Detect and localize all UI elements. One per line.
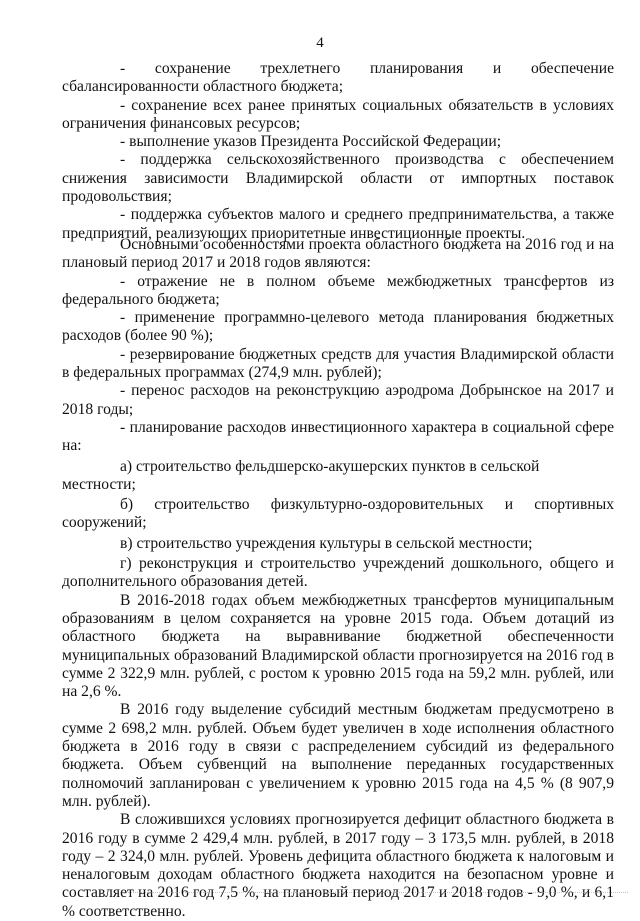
features-section	[62, 236, 614, 921]
feature-item: - резервирование бюджетных средств для участия Владимирской области в федеральных программах (274,9 млн. рублей);	[62, 345, 614, 382]
goals-list	[62, 60, 614, 243]
goal-item: - выполнение указов Президента Российской Федерации;	[120, 133, 502, 151]
body-paragraph: В 2016-2018 годах объем межбюджетных трансфертов муниципальным образованиям в целом сохраняется на уровне 2015 года. Объем дотаций из областного бюджета на выравнивание бюджетной обеспеченности муниципальных образований Владимирской области прогнозируется на 2016 год в сумме 2 322,9 млн. рублей, с ростом к уровню 2015 года на 59,2 млн. рублей, или на 2,6 %.	[62, 591, 614, 701]
goal-item: - сохранение трехлетнего планирования и обеспечение сбалансированности областного бюджета;	[62, 60, 614, 96]
feature-item: - перенос расходов на реконструкцию аэродрома Добрынское на 2017 и 2018 годы;	[62, 382, 614, 418]
features-intro: Основными особенностями проекта областного бюджета на 2016 год и на плановый период 2017 и 2018 годов являются:	[62, 236, 614, 272]
feature-subitem: б) строительство физкультурно-оздоровительных и спортивных сооружений;	[62, 496, 614, 532]
goal-item: - сохранение всех ранее принятых социальных обязательств в условиях ограничения финансовых ресурсов;	[62, 96, 614, 132]
page-number: 4	[316, 35, 324, 51]
feature-item: - применение программно-целевого метода планирования бюджетных расходов (более 90 %);	[62, 309, 614, 345]
body-paragraph: В 2016 году выделение субсидий местным бюджетам предусмотрено в сумме 2 698,2 млн. рублей. Объем будет увеличен в ходе исполнения областного бюджета в 2016 году в связи с распределением субсидий из федерального бюджета. Объем субвенций на выполнение переданных государственных полномочий запланирован с увеличением к уровню 2015 года на 4,5 % (8 907,9 млн. рублей).	[62, 701, 614, 810]
goal-item: - поддержка субъектов малого и среднего предпринимательства, а также предприятий, реализующих приоритетные инвестиционные проекты.	[62, 206, 614, 242]
feature-item: - планирование расходов инвестиционного характера в социальной сфере на:	[62, 418, 614, 455]
body-paragraph: В сложившихся условиях прогнозируется дефицит областного бюджета в 2016 году в сумме 2 429,4 млн. рублей, в 2017 году – 3 173,5 млн. рублей, в 2018 году – 2 324,0 млн. рублей. Уровень дефицита областного бюджета к налоговым и неналоговым доходам областного бюджета находится на безопасном уровне и составляет на 2016 год 7,5 %, на плановый период 2017 и 2018 годов - 9,0 %, и 6,1 % соответственно.	[62, 811, 614, 920]
feature-subitem: в) строительство учреждения культуры в сельской местности;	[120, 534, 533, 552]
feature-subitem: а) строительство фельдшерско-акушерских пунктов в сельской местности;	[62, 457, 540, 493]
feature-item: - отражение не в полном объеме межбюджетных трансфертов из федерального бюджета;	[62, 272, 614, 308]
goal-item: - поддержка сельскохозяйственного производства с обеспечением снижения зависимости Владимирской области от импортных поставок продовольствия;	[62, 151, 614, 206]
scan-edge-mark	[128, 892, 628, 897]
feature-subitem: г) реконструкция и строительство учреждений дошкольного, общего и дополнительного образования детей.	[62, 555, 614, 591]
